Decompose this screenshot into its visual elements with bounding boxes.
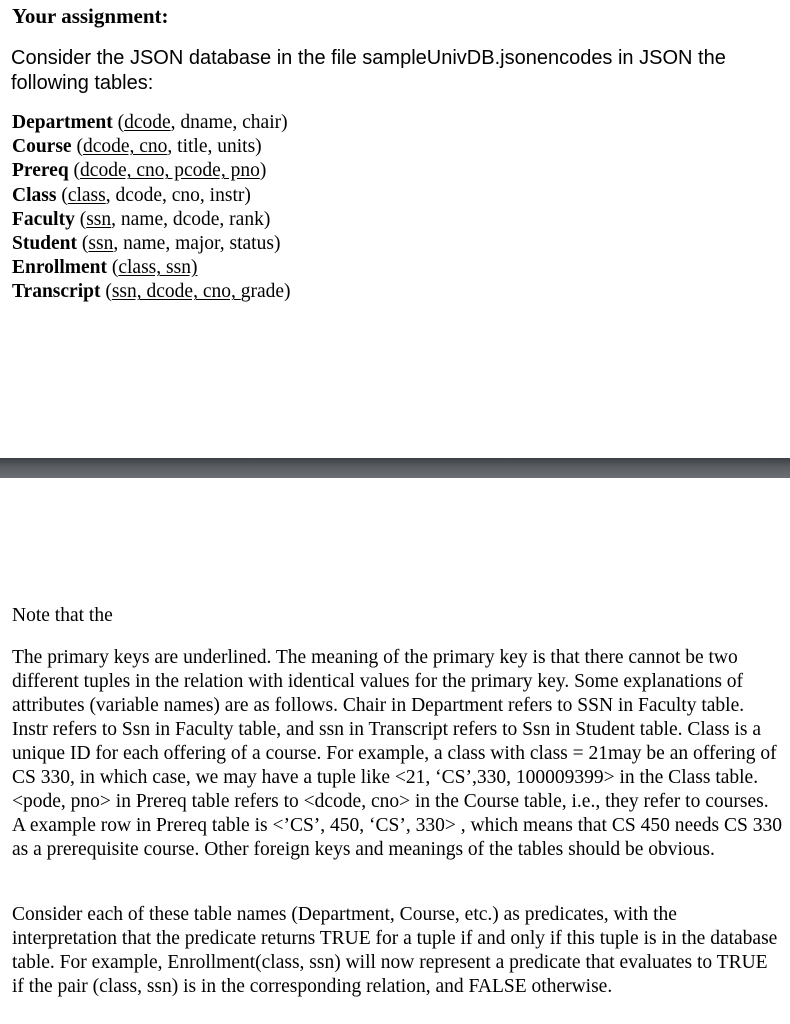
table-name: Prereq	[12, 160, 69, 182]
table-name: Student	[12, 233, 78, 255]
schema-row-prereq: Prereq (dcode, cno, pcode, pno)	[12, 160, 267, 182]
table-name: Enrollment	[12, 257, 107, 279]
table-name: Class	[12, 184, 57, 206]
schema-row-department: Department (dcode, dname, chair)	[12, 112, 288, 133]
primary-keys-paragraph: The primary keys are underlined. The meaning of the primary key is that there cannot be two different tuples in the relation with identical values for the primary key. Some explanations of attributes (variable names) are as follows. Chair in Department refers to SSN in Faculty table. Instr refers to Ssn in Faculty table, and ssn in Transcript refers to Ssn in Student table. Class is a unique ID for each offering of a course. For example, a class with class = 21may be an offering of CS 330, in which case, we may have a tuple like <21, ‘CS’,330, 100009399> in the Class table. <pode, pno> in Prereq table refers to <dcode, cno> in the Course table, i.e., they refer to courses. A example row in Prereq table is <’CS’, 450, ‘CS’, 330> , which means that CS 450 needs CS 330 as a prerequisite course. Other foreign keys and meanings of the tables should be obvious.	[12, 647, 782, 860]
primary-key: dcode, cno	[82, 136, 168, 158]
schema-row-enrollment: Enrollment (class, ssn)	[12, 257, 198, 279]
schema-list	[12, 111, 291, 305]
primary-key: dcode, cno, pcode, pno	[80, 160, 260, 182]
schema-row-class: Class (class, dcode, cno, instr)	[12, 184, 251, 206]
page-title: Your assignment:	[12, 4, 169, 28]
primary-key: ssn	[86, 208, 112, 230]
intro-paragraph: Consider the JSON database in the file sampleUnivDB.jsonencodes in JSON the following tables:	[11, 47, 726, 94]
table-name: Department	[12, 112, 113, 133]
section-divider-bar	[0, 458, 790, 478]
primary-key: class	[67, 184, 106, 206]
primary-key: class, ssn)	[118, 257, 198, 279]
primary-key: ssn, dcode, cno,	[111, 281, 241, 303]
schema-row-faculty: Faculty (ssn, name, dcode, rank)	[12, 208, 271, 230]
primary-key: dcode	[124, 112, 171, 133]
primary-key: ssn	[88, 233, 114, 255]
table-name: Transcript	[12, 281, 101, 303]
note-line: Note that the	[12, 605, 113, 626]
schema-row-student: Student (ssn, name, major, status)	[12, 233, 281, 255]
table-name: Faculty	[12, 208, 75, 230]
predicates-paragraph: Consider each of these table names (Department, Course, etc.) as predicates, with the interpretation that the predicate returns TRUE for a tuple if and only if this tuple is in the database table. For example, Enrollment(class, ssn) will now represent a predicate that evaluates to TRUE if the pair (class, ssn) is in the corresponding relation, and FALSE otherwise.	[12, 904, 778, 997]
schema-row-transcript: Transcript (ssn, dcode, cno, grade)	[12, 281, 291, 303]
schema-row-course: Course (dcode, cno, title, units)	[12, 136, 262, 158]
table-name: Course	[12, 136, 72, 158]
